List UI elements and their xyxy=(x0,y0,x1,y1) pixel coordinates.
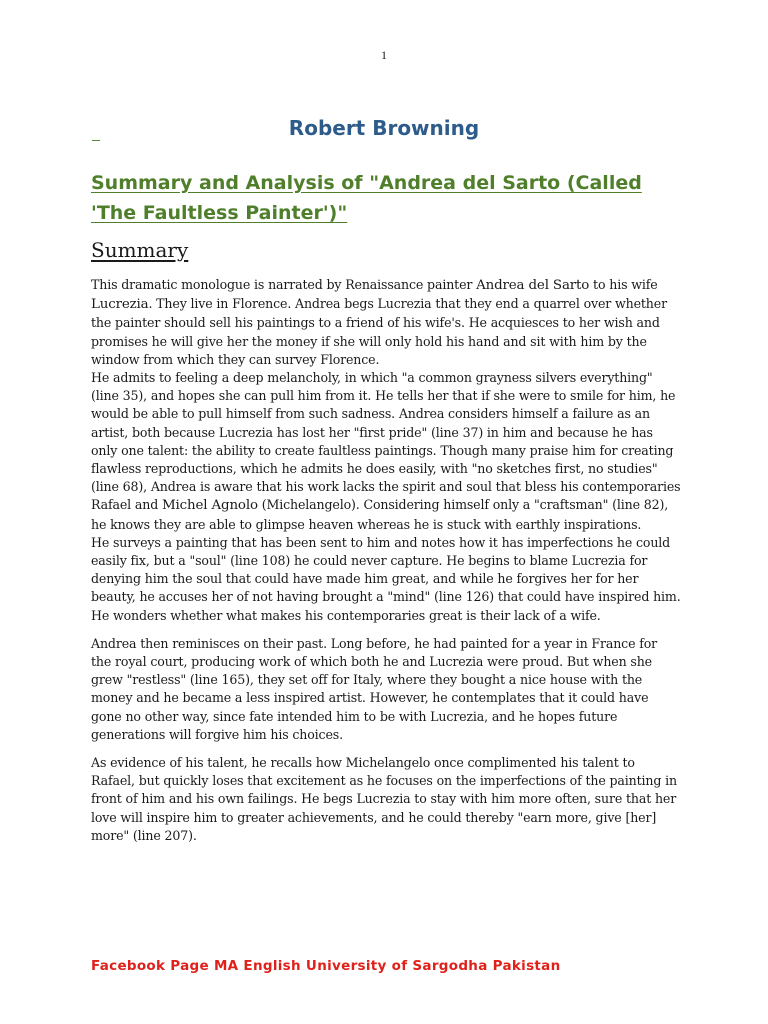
paragraph xyxy=(91,369,681,534)
person-name: Lucrezia xyxy=(91,297,149,313)
paragraph xyxy=(91,635,681,744)
text-segment: (Michelangelo). Considering himself only a "craftsman" (line 82), he knows they are able to glimpse heaven whereas he is stuck with earthly inspirations. xyxy=(91,497,669,532)
text-segment: to his wife xyxy=(589,277,658,292)
author-heading: Robert Browning xyxy=(288,116,480,140)
text-segment: As evidence of his talent, he recalls how Michelangelo once complimented his talent to Rafael, but quickly loses that excitement as he focuses on the imperfections of the painting in front of him and his own failings. He begs Lucrezia to stay with him more often, sure that her love will inspire him to greater achievements, and he could thereby "earn more, give [her] more" (line 207). xyxy=(91,755,677,843)
page-number: 1 xyxy=(381,48,387,62)
text-segment: This dramatic monologue is narrated by Renaissance painter xyxy=(91,277,477,292)
person-name: Andrea del Sarto xyxy=(476,278,590,293)
text-segment: Andrea then reminisces on their past. Long before, he had painted for a year in France for the royal court, producing work of which both he and Lucrezia were proud. But when she grew "restless" (line 165), they set off for Italy, where they bought a nice house with the money and he became a less inspired artist. However, he contemplates that it could have gone no other way, since fate intended him to be with Lucrezia, and he hopes future generations will forgive him his choices. xyxy=(91,635,658,742)
section-heading: Summary xyxy=(91,238,189,262)
paragraph xyxy=(91,276,681,369)
text-segment: He admits to feeling a deep melancholy, in which "a common grayness silvers everything" (line 35), and hopes she can pull him from it. He tells her that if she were to smile for him, he would be able to pull himself from such sadness. Andrea considers himself a failure as an artist, both because Lucrezia has lost her "first pride" (line 37) in him and because he has only one talent: the ability to create faultless paintings. Though many praise him for creating flawless reproductions, which he admits he does easily, with "no sketches first, no studies" (line 68), Andrea is aware that his work lacks the spirit and soul that bless his contemporaries Rafael and xyxy=(91,370,681,513)
text-segment: . They live in Florence. Andrea begs Lucrezia that they end a quarrel over whether the painter should sell his paintings to a friend of his wife's. He acquiesces to her wish and promises he will give her the money if she will only hold his hand and sit with him by the window from which they can survey Florence. xyxy=(91,296,667,367)
body-text xyxy=(91,276,681,845)
text-segment: He surveys a painting that has been sent to him and notes how it has imperfections he could easily fix, but a "soul" (line 108) he could never capture. He begins to blame Lucrezia for denying him the soul that could have made him great, and while he forgives her for her beauty, he accuses her of not having brought a "mind" (line 126) that could have inspired him. He wonders whether what makes his contemporaries great is their lack of a wife. xyxy=(91,534,681,623)
decorative-underline xyxy=(92,140,100,141)
paragraph xyxy=(91,534,681,625)
document-title: Summary and Analysis of "Andrea del Sarto (Called 'The Faultless Painter')" xyxy=(91,172,642,224)
footer-text: Facebook Page MA English University of Sargodha Pakistan xyxy=(91,958,561,974)
paragraph xyxy=(91,754,681,845)
person-name: Michel Agnolo xyxy=(161,498,258,514)
